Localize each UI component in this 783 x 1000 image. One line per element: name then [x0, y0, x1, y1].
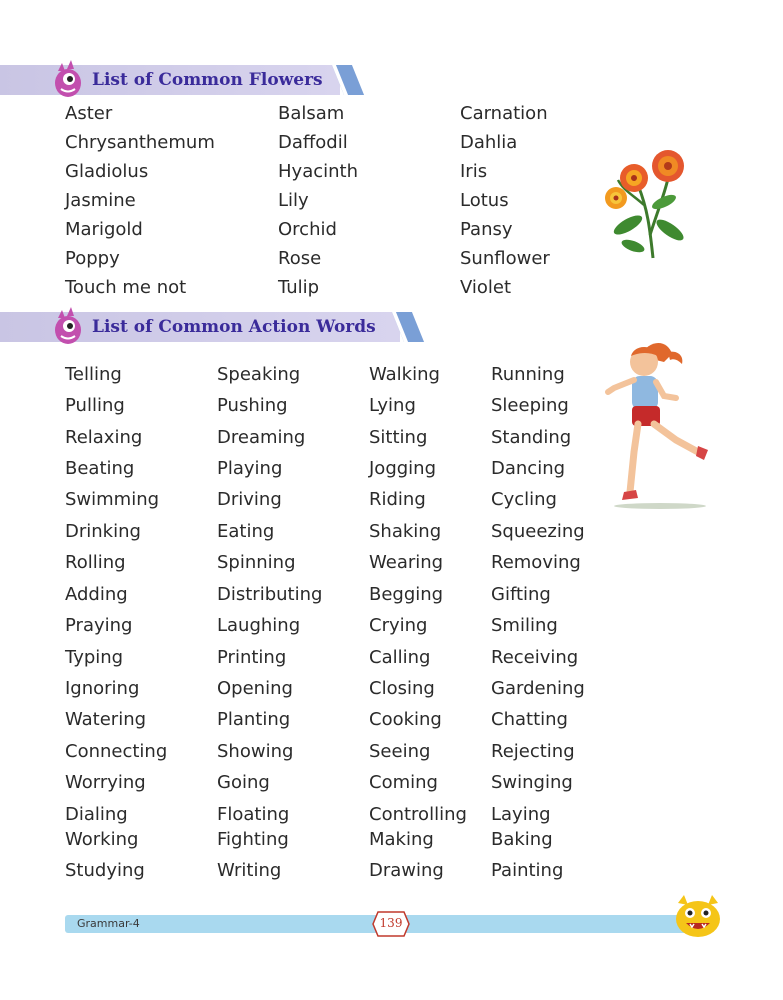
word-item: Wearing: [369, 552, 444, 573]
word-item: Drawing: [369, 860, 444, 881]
word-item: Pulling: [65, 395, 125, 416]
word-item: Painting: [491, 860, 564, 881]
word-item: Running: [491, 364, 565, 385]
word-item: Going: [217, 772, 270, 793]
footer-book-title: Grammar-4: [77, 917, 140, 930]
actions-banner: [0, 312, 400, 342]
word-item: Gardening: [491, 678, 585, 699]
purple-mascot-icon: [50, 59, 86, 99]
word-item: Pushing: [217, 395, 288, 416]
word-item: Chrysanthemum: [65, 132, 215, 153]
word-item: Printing: [217, 647, 287, 668]
word-item: Swimming: [65, 489, 160, 510]
word-item: Distributing: [217, 584, 323, 605]
flowers-section-title: List of Common Flowers: [92, 70, 323, 90]
word-item: Dahlia: [460, 132, 518, 153]
word-item: Carnation: [460, 103, 548, 124]
word-item: Aster: [65, 103, 113, 124]
word-item: Driving: [217, 489, 282, 510]
word-item: Hyacinth: [278, 161, 358, 182]
word-item: Studying: [65, 860, 145, 881]
word-item: Removing: [491, 552, 581, 573]
word-item: Gladiolus: [65, 161, 149, 182]
word-item: Spinning: [217, 552, 296, 573]
word-item: Dreaming: [217, 427, 306, 448]
word-item: Seeing: [369, 741, 431, 762]
word-item: Standing: [491, 427, 572, 448]
word-item: Begging: [369, 584, 444, 605]
word-item: Iris: [460, 161, 488, 182]
flower-illustration: [598, 140, 693, 260]
word-item: Worrying: [65, 772, 146, 793]
word-item: Rolling: [65, 552, 126, 573]
word-item: Adding: [65, 584, 128, 605]
word-item: Showing: [217, 741, 294, 762]
flowers-banner: [0, 65, 340, 95]
word-item: Fighting: [217, 829, 289, 850]
word-item: Sitting: [369, 427, 428, 448]
word-item: Working: [65, 829, 139, 850]
word-item: Balsam: [278, 103, 345, 124]
purple-mascot-icon: [50, 306, 86, 346]
word-item: Touch me not: [65, 277, 187, 298]
word-item: Floating: [217, 804, 290, 825]
word-item: Praying: [65, 615, 133, 636]
word-item: Cooking: [369, 709, 442, 730]
word-item: Tulip: [278, 277, 320, 298]
page-number: 139: [379, 916, 403, 930]
word-item: Dialing: [65, 804, 128, 825]
word-item: Connecting: [65, 741, 168, 762]
word-item: Chatting: [491, 709, 568, 730]
word-item: Daffodil: [278, 132, 348, 153]
word-item: Poppy: [65, 248, 120, 269]
word-item: Closing: [369, 678, 435, 699]
word-item: Controlling: [369, 804, 467, 825]
word-item: Opening: [217, 678, 293, 699]
yellow-monster-icon: [672, 893, 724, 939]
word-item: Coming: [369, 772, 438, 793]
word-item: Ignoring: [65, 678, 140, 699]
word-item: Crying: [369, 615, 428, 636]
word-item: Drinking: [65, 521, 141, 542]
word-item: Lotus: [460, 190, 509, 211]
word-item: Riding: [369, 489, 426, 510]
word-item: Receiving: [491, 647, 579, 668]
word-item: Jasmine: [65, 190, 136, 211]
word-item: Eating: [217, 521, 275, 542]
word-item: Typing: [65, 647, 124, 668]
word-item: Lily: [278, 190, 309, 211]
word-item: Calling: [369, 647, 431, 668]
word-item: Rejecting: [491, 741, 575, 762]
word-item: Gifting: [491, 584, 551, 605]
word-item: Dancing: [491, 458, 566, 479]
word-item: Shaking: [369, 521, 442, 542]
word-item: Lying: [369, 395, 416, 416]
word-item: Relaxing: [65, 427, 143, 448]
word-item: Cycling: [491, 489, 557, 510]
word-item: Pansy: [460, 219, 513, 240]
running-girl-illustration: [598, 332, 716, 512]
word-item: Jogging: [369, 458, 437, 479]
word-item: Speaking: [217, 364, 301, 385]
word-item: Squeezing: [491, 521, 585, 542]
word-item: Beating: [65, 458, 135, 479]
word-item: Swinging: [491, 772, 573, 793]
word-item: Orchid: [278, 219, 337, 240]
word-item: Walking: [369, 364, 440, 385]
word-item: Playing: [217, 458, 283, 479]
word-item: Planting: [217, 709, 291, 730]
word-item: Telling: [65, 364, 122, 385]
actions-section-title: List of Common Action Words: [92, 317, 376, 337]
word-item: Laughing: [217, 615, 301, 636]
word-item: Sunflower: [460, 248, 550, 269]
word-item: Violet: [460, 277, 512, 298]
word-item: Making: [369, 829, 434, 850]
word-item: Laying: [491, 804, 551, 825]
word-item: Marigold: [65, 219, 143, 240]
word-item: Smiling: [491, 615, 558, 636]
word-item: Baking: [491, 829, 553, 850]
word-item: Sleeping: [491, 395, 569, 416]
word-item: Rose: [278, 248, 322, 269]
word-item: Writing: [217, 860, 282, 881]
word-item: Watering: [65, 709, 147, 730]
